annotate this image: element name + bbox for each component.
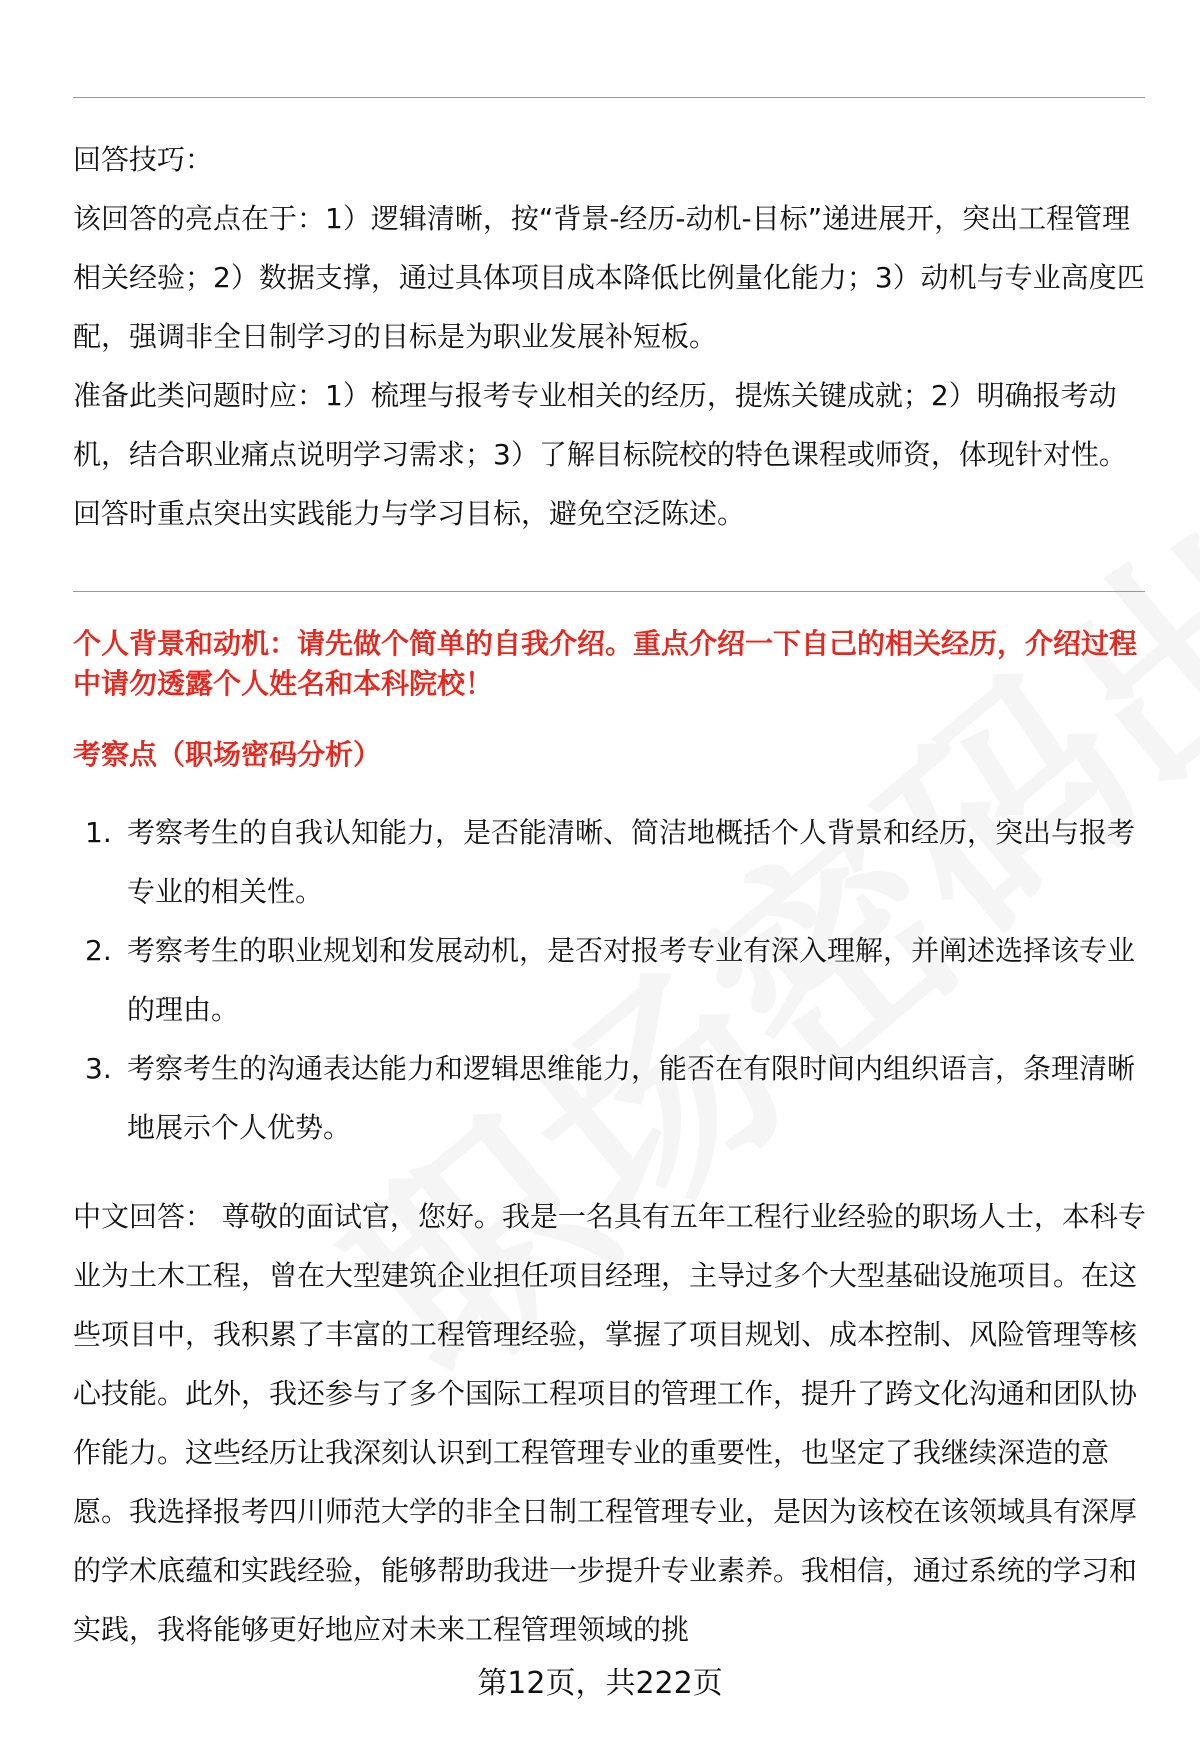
item-text: 考察考生的职业规划和发展动机，是否对报考专业有深入理解，并阐述选择该专业的理由。 [127,934,1136,1026]
tips-paragraph: 准备此类问题时应：1）梳理与报考专业相关的经历，提炼关键成就；2）明确报考动机，结合职业痛点说明学习需求；3）了解目标院校的特色课程或师资，体现针对性。回答时重点突出实践能力与学习目标，避免空泛陈述。 [73,379,1127,530]
tips-section [73,130,1148,543]
divider-middle [73,591,1145,592]
list-item [73,1039,1148,1157]
item-number: 2. [85,934,112,967]
tips-paragraph: 该回答的亮点在于：1）逻辑清晰，按“背景-经历-动机-目标”递进展开，突出工程管理相关经验；2）数据支撑，通过具体项目成本降低比例量化能力；3）动机与专业高度匹配，强调非全日制学习的目标是为职业发展补短板。 [73,202,1145,353]
page-number: 第12页，共222页 [477,1666,723,1701]
item-text: 考察考生的自我认知能力，是否能清晰、简洁地概括个人背景和经历，突出与报考专业的相关性。 [127,816,1136,908]
item-text: 考察考生的沟通表达能力和逻辑思维能力，能否在有限时间内组织语言，条理清晰地展示个人优势。 [127,1052,1136,1144]
focus-points [73,803,1148,1157]
item-number: 3. [85,1052,112,1085]
question-title: 个人背景和动机：请先做个简单的自我介绍。重点介绍一下自己的相关经历，介绍过程中请勿透露个人姓名和本科院校！ [73,627,1138,700]
item-number: 1. [85,816,112,849]
divider-top [73,97,1145,98]
list-item [73,921,1148,1039]
focus-title: 考察点（职场密码分析） [73,738,382,771]
tips-title: 回答技巧： [73,143,214,176]
answer-text: 尊敬的面试官，您好。我是一名具有五年工程行业经验的职场人士，本科专业为土木工程，曾在大型建筑企业担任项目经理，主导过多个大型基础设施项目。在这些项目中，我积累了丰富的工程管理经验，掌握了项目规划、成本控制、风险管理等核心技能。此外，我还参与了多个国际工程项目的管理工作，提升了跨文化沟通和团队协作能力。这些经历让我深刻认识到工程管理专业的重要性，也坚定了我继续深造的意愿。我选择报考四川师范大学的非全日制工程管理专业，是因为该校在该领域具有深厚的学术底蕴和实践经验，能够帮助我进一步提升专业素养。我相信，通过系统的学习和实践，我将能够更好地应对未来工程管理领域的挑 [73,1200,1146,1646]
answer-section [73,1187,1148,1659]
list-item [73,803,1148,921]
answer-label: 中文回答： [73,1200,214,1233]
